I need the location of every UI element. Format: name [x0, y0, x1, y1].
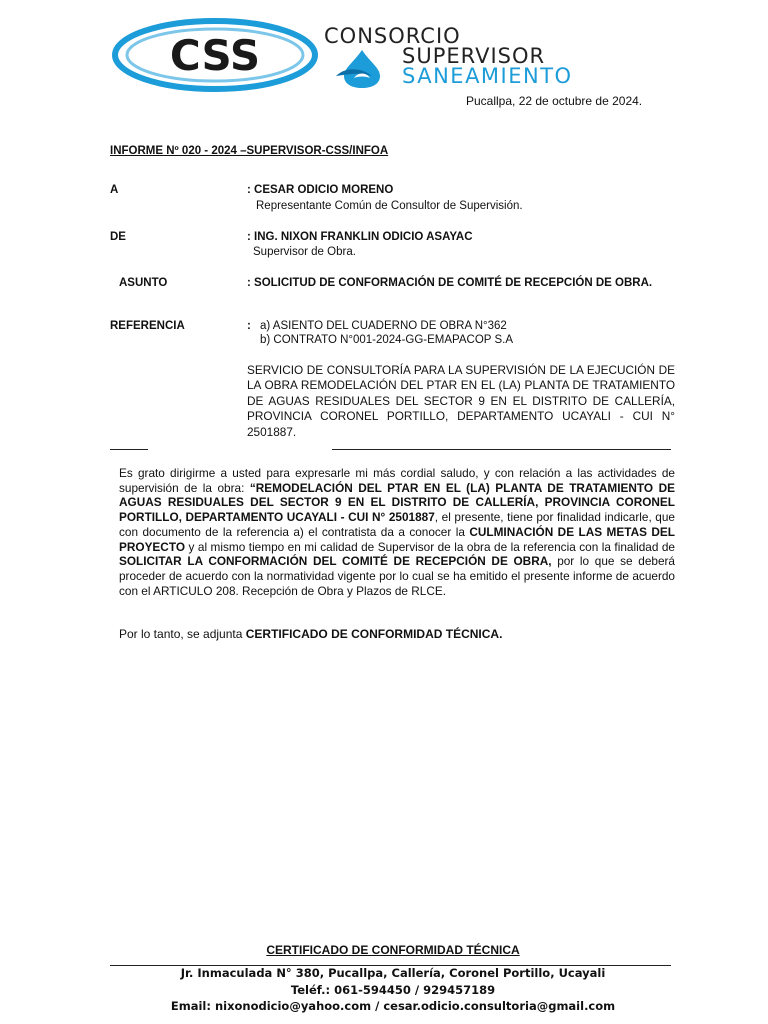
- from-role: Supervisor de Obra.: [253, 246, 356, 258]
- separator-right: [332, 449, 671, 450]
- body-text-4: por lo que se deberá proceder de acuerdo con la normatividad vigente por lo cual se ha emitido el presente informe de acuerdo con el ARTICULO 208. Recepción de Obra y Plazos de RLCE.: [119, 554, 675, 598]
- water-drop-icon: [332, 46, 394, 90]
- reference-label: REFERENCIA: [110, 320, 185, 332]
- closing-sentence: [119, 627, 502, 641]
- reference-item-b: b) CONTRATO N°001-2024-GG-EMAPACOP S.A: [260, 334, 513, 346]
- closing-text: Por lo tanto, se adjunta: [119, 627, 246, 641]
- from-name: : ING. NIXON FRANKLIN ODICIO ASAYAC: [247, 231, 473, 243]
- logo-text: CSS: [169, 31, 261, 80]
- body-paragraph: [119, 466, 675, 598]
- body-culmination: CULMINACIÓN DE LAS METAS DEL PROYECTO: [119, 524, 675, 554]
- brand-line-3: SANEAMIENTO: [402, 64, 573, 88]
- body-text-3: y al mismo tiempo en mi calidad de Supervisor de la obra de la referencia con la finalidad de: [185, 539, 675, 554]
- document-date: Pucallpa, 22 de octubre de 2024.: [466, 94, 643, 108]
- body-text-1: Es grato dirigirme a usted para expresarle mi más cordial saludo, y con relación a las actividades de supervisión de la obra:: [119, 466, 675, 495]
- brand-line-1: CONSORCIO: [324, 24, 461, 48]
- footer-phone: Teléf.: 061-594450 / 929457189: [290, 983, 496, 997]
- reference-item-a: a) ASIENTO DEL CUADERNO DE OBRA N°362: [260, 320, 507, 332]
- subject-label: ASUNTO: [119, 277, 168, 289]
- subject-text: : SOLICITUD DE CONFORMACIÓN DE COMITÉ DE RECEPCIÓN DE OBRA.: [247, 277, 653, 289]
- from-label: DE: [110, 231, 126, 243]
- body-text-2: , el presente, tiene por finalidad indicarle, que con documento de la referencia a) el contratista da a conocer la: [119, 510, 675, 539]
- footer-email: Email: nixonodicio@yahoo.com / cesar.odicio.consultoria@gmail.com: [170, 999, 616, 1013]
- to-role: Representante Común de Consultor de Supervisión.: [256, 200, 523, 212]
- certificate-heading: CERTIFICADO DE CONFORMIDAD TÉCNICA: [266, 943, 520, 957]
- reference-description: SERVICIO DE CONSULTORÍA PARA LA SUPERVISIÓN DE LA EJECUCIÓN DE LA OBRA REMODELACIÓN DEL PTAR EN EL (LA) PLANTA DE TRATAMIENTO DE AGUAS RESIDUALES DEL SECTOR 9 EN EL DISTRITO DE CALLERÍA, PROVINCIA CORONEL PORTILLO, DEPARTAMENTO UCAYALI - CUI N° 2501887.: [247, 363, 675, 439]
- body-request: SOLICITAR LA CONFORMACIÓN DEL COMITÉ DE RECEPCIÓN DE OBRA,: [119, 554, 552, 569]
- brand-line-2: SUPERVISOR: [402, 44, 546, 68]
- footer-address: Jr. Inmaculada N° 380, Pucallpa, Callería, Coronel Portillo, Ucayali: [180, 966, 606, 980]
- closing-attachment: CERTIFICADO DE CONFORMIDAD TÉCNICA.: [245, 627, 503, 641]
- to-label: A: [110, 184, 119, 196]
- report-title: INFORME Nº 020 - 2024 –SUPERVISOR-CSS/INFOA: [110, 145, 389, 157]
- separator-left: [110, 449, 148, 450]
- css-logo: [112, 18, 318, 92]
- brand-name: [324, 24, 654, 90]
- to-name: : CESAR ODICIO MORENO: [247, 184, 394, 196]
- body-project-name: “REMODELACIÓN DEL PTAR EN EL (LA) PLANTA DE TRATAMIENTO DE AGUAS RESIDUALES DEL SECTOR 9 EN EL DISTRITO DE CALLERÍA, PROVINCIA CORONEL PORTILLO, DEPARTAMENTO UCAYALI - CUI N° 2501887: [119, 480, 675, 525]
- reference-colon: :: [247, 320, 251, 332]
